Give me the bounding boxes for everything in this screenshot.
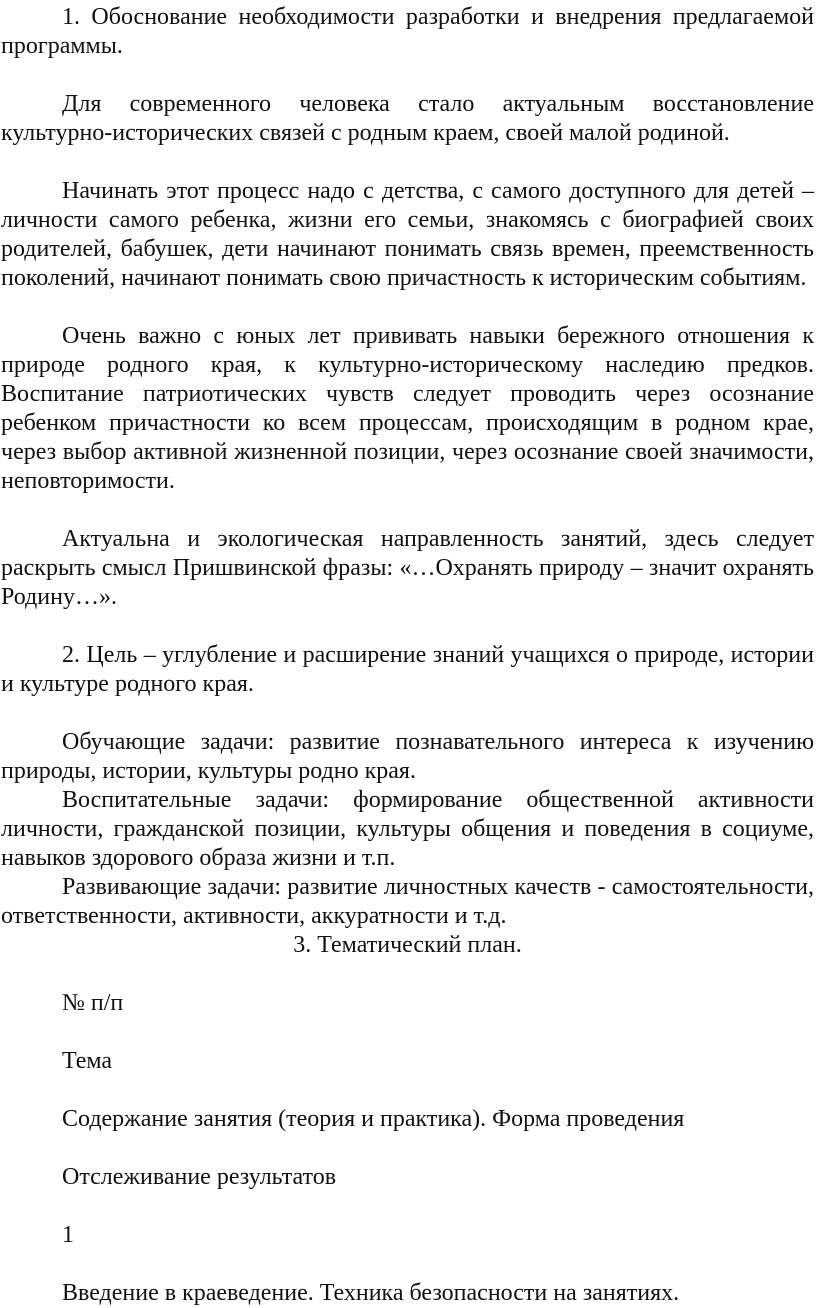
- paragraph-ecology: Актуальна и экологическая направленность занятий, здесь следует раскрыть смысл Пришвинской фразы: «…Охранять природу – значит охранять Родину…».: [1, 526, 814, 610]
- table-row-1-topic: Введение в краеведение. Техника безопасности на занятиях.: [62, 1280, 680, 1306]
- paragraph-nature: Очень важно с юных лет прививать навыки бережного отношения к природе родного края, к культурно-историческому наследию предков. Воспитание патриотических чувств следует проводить через осознание ребенком причастности ко всем процессам, происходящим в родном крае, через выбор активной жизненной позиции, через осознание своей значимости, неповторимости.: [1, 323, 814, 494]
- section-3-heading: 3. Тематический план.: [293, 932, 522, 958]
- upbringing-tasks: Воспитательные задачи: формирование общественной активности личности, гражданской позиции, культуры общения и поведения в социуме, навыков здорового образа жизни и т.п.: [1, 787, 814, 871]
- paragraph-relevance: Для современного человека стало актуальным восстановление культурно-исторических связей с родным краем, своей малой родиной.: [1, 91, 814, 146]
- section-2-goal: 2. Цель – углубление и расширение знаний учащихся о природе, истории и культуре родного края.: [1, 642, 814, 697]
- table-header-tracking: Отслеживание результатов: [62, 1164, 337, 1190]
- paragraph-childhood: Начинать этот процесс надо с детства, с самого доступного для детей – личности самого ребенка, жизни его семьи, знакомясь с биографией своих родителей, бабушек, дети начинают понимать связь времен, преемственность поколений, начинают понимать свою причастность к историческим событиям.: [1, 178, 814, 291]
- table-header-content: Содержание занятия (теория и практика). Форма проведения: [62, 1106, 685, 1132]
- table-row-1-number: 1: [62, 1222, 74, 1248]
- section-1-heading: 1. Обоснование необходимости разработки и внедрения предлагаемой программы.: [1, 4, 814, 59]
- table-header-topic: Тема: [62, 1048, 113, 1074]
- educational-tasks: Обучающие задачи: развитие познавательного интереса к изучению природы, истории, культуры родно края.: [1, 729, 814, 784]
- developing-tasks: Развивающие задачи: развитие личностных качеств - самостоятельности, ответственности, активности, аккуратности и т.д.: [1, 874, 814, 929]
- table-header-number: № п/п: [62, 990, 124, 1016]
